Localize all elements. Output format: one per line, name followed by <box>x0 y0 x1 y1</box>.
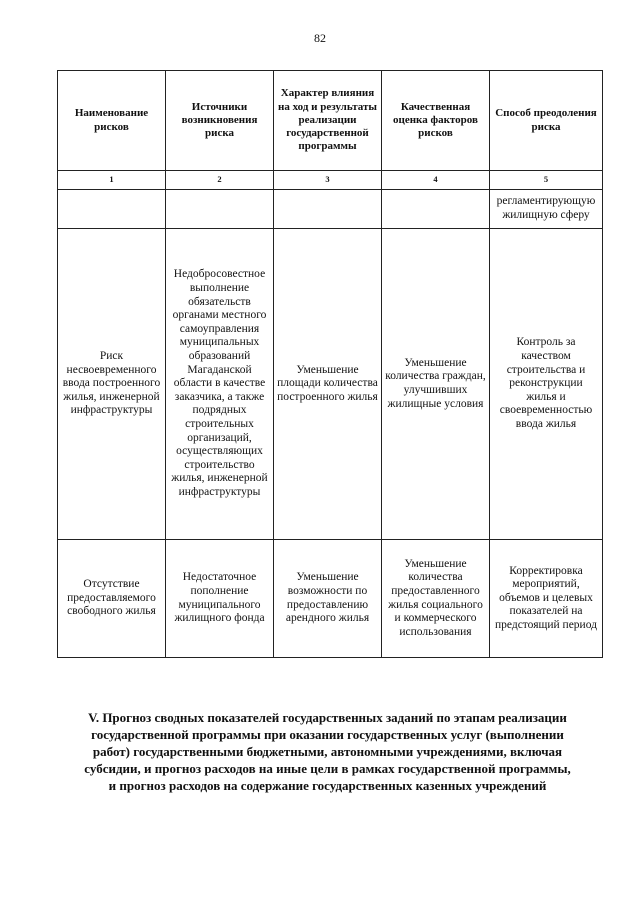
header-impact: Характер влияния на ход и результаты реализации государственной программы <box>274 71 382 171</box>
header-risk-name: Наименование рисков <box>58 71 166 171</box>
table-cell: Корректировка мероприятий, объемов и целевых показателей на предстоящий период <box>490 540 603 658</box>
table-cell <box>58 190 166 229</box>
table-cell <box>274 190 382 229</box>
column-number-row <box>58 171 603 190</box>
table-cell: Уменьшение количества граждан, улучшивших жилищные условия <box>382 229 490 540</box>
table-cell: Риск несвоевременного ввода построенного жилья, инженерной инфраструктуры <box>58 229 166 540</box>
header-assessment: Качественная оценка факторов рисков <box>382 71 490 171</box>
table-cell: регламентирующую жилищную сферу <box>490 190 603 229</box>
column-number: 2 <box>166 171 274 190</box>
column-number: 4 <box>382 171 490 190</box>
table-row <box>58 190 603 229</box>
table-row <box>58 229 603 540</box>
table-cell: Недобросовестное выполнение обязательств органами местного самоуправления муниципальных образований Магаданской области в качестве заказчика, а также подрядных строительных организаций, осуществляющих строительство жилья, инженерной инфраструктуры <box>166 229 274 540</box>
table-cell: Уменьшение возможности по предоставлению арендного жилья <box>274 540 382 658</box>
table-cell: Недостаточное пополнение муниципального жилищного фонда <box>166 540 274 658</box>
column-number: 5 <box>490 171 603 190</box>
table-cell: Контроль за качеством строительства и реконструкции жилья и своевременностью ввода жилья <box>490 229 603 540</box>
table-cell: Уменьшение количества предоставленного жилья социального и коммерческого использования <box>382 540 490 658</box>
column-number: 3 <box>274 171 382 190</box>
header-risk-source: Источники возникновения риска <box>166 71 274 171</box>
column-number: 1 <box>58 171 166 190</box>
table-cell <box>382 190 490 229</box>
section-heading: V. Прогноз сводных показателей государственных заданий по этапам реализации государственной программы при оказании государственных услуг (выполнении работ) государственными бюджетными, автономными учреждениями, включая субсидии, и прогноз расходов на иные цели в рамках государственной программы, и прогноз расходов на содержание государственных казенных учреждений <box>84 710 571 793</box>
table-row <box>58 540 603 658</box>
table-header-row <box>58 71 603 171</box>
risk-table <box>57 70 603 658</box>
table-cell: Отсутствие предоставляемого свободного жилья <box>58 540 166 658</box>
table-cell: Уменьшение площади количества построенного жилья <box>274 229 382 540</box>
page-number: 82 <box>314 31 326 45</box>
table-cell <box>166 190 274 229</box>
header-mitigation: Способ преодоления риска <box>490 71 603 171</box>
